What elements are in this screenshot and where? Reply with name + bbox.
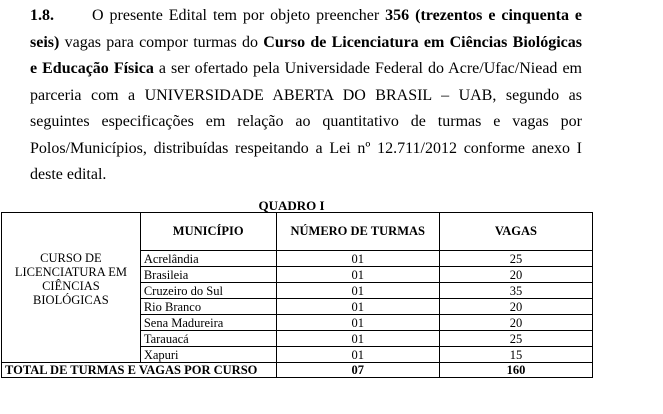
vagas-cell: 25 [439, 331, 592, 347]
bold-text: seis) [30, 33, 60, 51]
bold-text: e Educação Física [30, 60, 154, 77]
total-vagas: 160 [439, 363, 592, 378]
municipio-cell: Sena Madureira [140, 315, 276, 331]
header-numero-turmas: NÚMERO DE TURMAS [276, 213, 439, 251]
paragraph-line [30, 162, 582, 189]
paragraph-line [30, 3, 582, 30]
turmas-cell: 01 [276, 251, 439, 267]
text: a ser ofertado pela Universidade Federal do Acre/Ufac/Niead em [153, 60, 583, 77]
vagas-cell: 35 [439, 283, 592, 299]
municipio-cell: Xapuri [140, 347, 276, 363]
vagas-cell: 20 [439, 315, 592, 331]
turmas-cell: 01 [276, 283, 439, 299]
paragraph-line [30, 56, 582, 83]
text: seguintes especificações em relação ao quantitativo de turmas e vagas por [30, 113, 582, 130]
text: Polos/Municípios, distribuídas respeitando a Lei nº 12.711/2012 conforme anexo I [30, 139, 582, 157]
municipio-cell: Tarauacá [140, 331, 276, 347]
table-row [2, 251, 593, 267]
turmas-cell: 01 [276, 267, 439, 283]
quadro-table [1, 212, 593, 378]
total-turmas: 07 [276, 363, 439, 378]
municipio-cell: Brasileia [140, 267, 276, 283]
turmas-cell: 01 [276, 299, 439, 315]
header-blank-cell [2, 213, 141, 251]
vagas-cell: 20 [439, 299, 592, 315]
curso-cell: CURSO DE LICENCIATURA EM CIÊNCIAS BIOLÓGICAS [2, 251, 141, 363]
text: vagas para compor turmas do [59, 33, 264, 51]
item-number: 1.8. [30, 7, 54, 24]
text: parceria com a UNIVERSIDADE ABERTA DO BRASIL – UAB, segundo as [30, 86, 582, 104]
paragraph-line [30, 136, 582, 163]
turmas-cell: 01 [276, 347, 439, 363]
vagas-cell: 15 [439, 347, 592, 363]
header-municipio: MUNICÍPIO [140, 213, 276, 251]
paragraph-line [30, 109, 582, 136]
table-header-row [2, 213, 593, 251]
turmas-cell: 01 [276, 315, 439, 331]
municipio-cell: Cruzeiro do Sul [140, 283, 276, 299]
total-row [2, 363, 593, 378]
turmas-cell: 01 [276, 331, 439, 347]
header-vagas: VAGAS [439, 213, 592, 251]
edital-paragraph [30, 0, 582, 189]
bold-text: 356 (trezentos e cinquenta e [385, 7, 583, 24]
total-label: TOTAL DE TURMAS E VAGAS POR CURSO [2, 363, 277, 378]
paragraph-line [30, 30, 582, 57]
quadro-title-text: QUADRO I [258, 198, 325, 213]
municipio-cell: Acrelândia [140, 251, 276, 267]
vagas-cell: 20 [439, 267, 592, 283]
paragraph-line [30, 83, 582, 110]
text: O presente Edital tem por objeto preencher [92, 7, 386, 24]
bold-text: Curso de Licenciatura em Ciências Biológicas [263, 33, 582, 51]
text: deste edital. [30, 166, 107, 183]
municipio-cell: Rio Branco [140, 299, 276, 315]
vagas-cell: 25 [439, 251, 592, 267]
